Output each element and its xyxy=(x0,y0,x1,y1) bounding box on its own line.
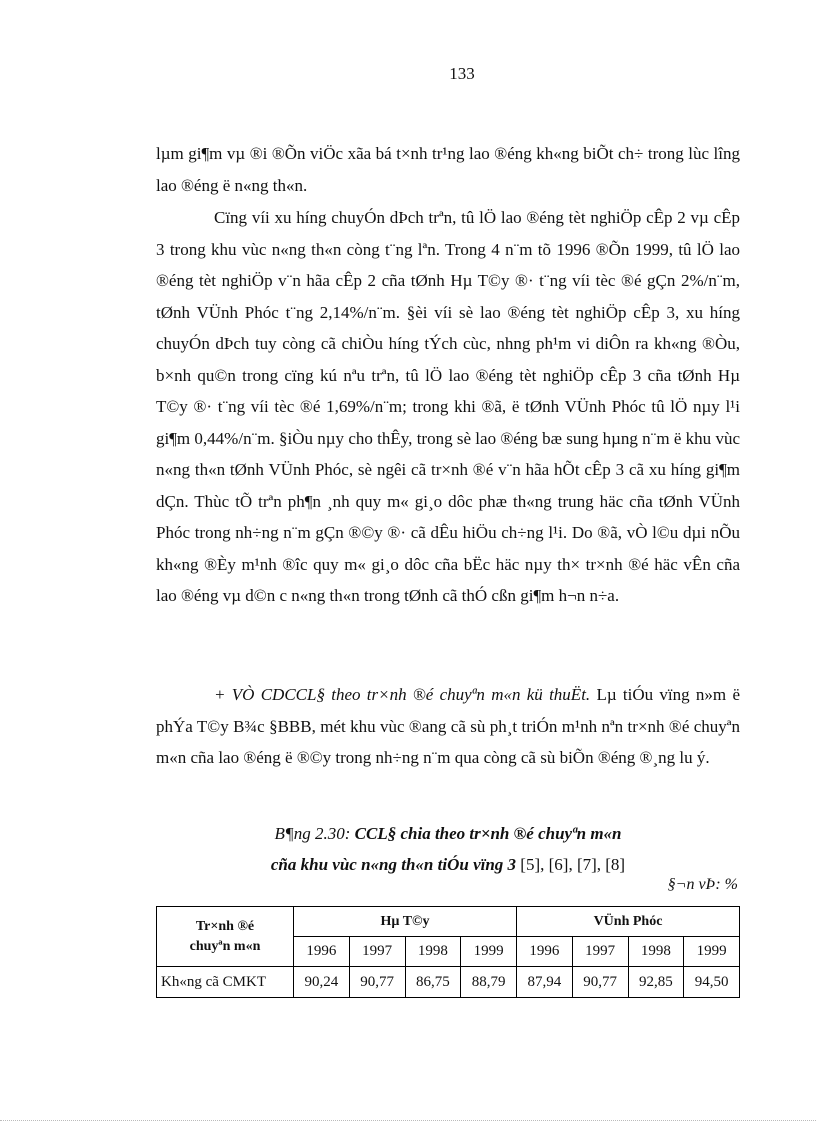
year-header: 1997 xyxy=(572,937,628,967)
page-number: 133 xyxy=(449,64,475,83)
paragraph-1-text: lµm gi¶m vµ ®i ®Õn viÖc xãa bá t×nh tr¹ng lao ®éng kh«ng biÕt ch÷ trong lùc lîng lao ®éng ë n«ng th«n. xyxy=(156,144,740,195)
table-caption-refs: [5], [6], [7], [8] xyxy=(516,855,626,874)
table-header-row xyxy=(157,907,740,937)
year-header: 1996 xyxy=(294,937,350,967)
table-caption-label: B¶ng 2.30: xyxy=(274,824,355,843)
corner-line-1: Tr×nh ®é xyxy=(195,918,255,934)
year-header: 1997 xyxy=(349,937,405,967)
paragraph-3-rest: Lµ tiÓu vïng n»m ë phÝa T©y B¾c §BBB, mét khu vùc ®ang cã sù ph¸t triÓn m¹nh nªn tr×nh ®é chuyªn m«n cña lao ®éng ë ®©y trong nh÷ng n¨m qua còng cã sù biÕn ®éng ®¸ng lu ý. xyxy=(156,685,740,767)
paragraph-3-lead: + VÒ CDCCL§ theo tr×nh ®é chuyªn m«n kü thuËt. xyxy=(214,685,591,704)
table-cell: 87,94 xyxy=(517,967,573,998)
paragraph-1 xyxy=(156,138,740,201)
table-cell: 92,85 xyxy=(628,967,684,998)
table-cell: 86,75 xyxy=(405,967,461,998)
table-corner-header xyxy=(157,907,294,967)
table-caption-line-2 xyxy=(156,849,740,880)
table-caption-title-2: cña khu vùc n«ng th«n tiÓu vïng 3 xyxy=(270,855,517,874)
year-header: 1996 xyxy=(517,937,573,967)
group-header-vinh-phuc: VÜnh Phóc xyxy=(517,907,740,937)
table-cell: 90,24 xyxy=(294,967,350,998)
page-bottom-divider xyxy=(0,1120,816,1122)
table-cell: 88,79 xyxy=(461,967,517,998)
paragraph-2-text: Cïng víi xu híng chuyÓn dÞch trªn, tû lÖ lao ®éng tèt nghiÖp cÊp 2 vµ cÊp 3 trong khu vùc n«ng th«n còng t¨ng lªn. Trong 4 n¨m tõ 1996 ®Õn 1999, tû lÖ lao ®éng tèt nghiÖp v¨n hãa cÊp 2 cña tØnh Hµ T©y ®· t¨ng víi tèc ®é gÇn 2%/n¨m, tØnh VÜnh Phóc t¨ng 2,14%/n¨m. §èi víi sè lao ®éng tèt nghiÖp cÊp 3, xu híng chuyÓn dÞch tuy còng cã chiÒu híng tÝch cùc, nhng ph¹m vi diÔn ra kh«ng ®Òu, b×nh qu©n trong cïng kú nªu trªn, tû lÖ lao ®éng tèt nghiÖp cÊp 3 cña tØnh Hµ T©y ®· t¨ng víi tèc ®é 1,69%/n¨m; trong khi ®ã, ë tØnh VÜnh Phóc tû lÖ nµy l¹i gi¶m 0,44%/n¨m. §iÒu nµy cho thÊy, trong sè lao ®éng bæ sung hµng n¨m ë khu vùc n«ng th«n tØnh VÜnh Phóc, sè ngêi cã tr×nh ®é v¨n hãa hÕt cÊp 3 cã xu híng gi¶m dÇn. Thùc tÕ trªn ph¶n ¸nh quy m« gi¸o dôc phæ th«ng trung häc cña tØnh VÜnh Phóc trong nh÷ng n¨m gÇn ®©y ®· cã dÊu hiÖu ch÷ng l¹i. Do ®ã, vÒ l©u dµi nÕu kh«ng ®Èy m¹nh ®îc quy m« gi¸o dôc cña bËc häc nµy th× tr×nh ®é häc vÊn cña lao ®éng vµ d©n c n«ng th«n trong tØnh cã thÓ cßn gi¶m h¬n n÷a. xyxy=(156,208,740,605)
year-header: 1998 xyxy=(405,937,461,967)
table-unit: §¬n vÞ: % xyxy=(667,876,738,893)
corner-line-2: chuyªn m«n xyxy=(189,938,261,954)
year-header: 1999 xyxy=(684,937,740,967)
table-caption-title-1: CCL§ chia theo tr×nh ®é chuyªn m«n xyxy=(354,824,622,843)
paragraph-2 xyxy=(156,202,740,612)
group-header-ha-tay: Hµ T©y xyxy=(294,907,517,937)
data-table xyxy=(156,906,740,998)
table-caption-line-1 xyxy=(156,818,740,849)
year-header: 1998 xyxy=(628,937,684,967)
row-label: Kh«ng cã CMKT xyxy=(157,967,294,998)
paragraph-3 xyxy=(156,679,740,774)
year-header: 1999 xyxy=(461,937,517,967)
table-cell: 90,77 xyxy=(572,967,628,998)
table-cell: 94,50 xyxy=(684,967,740,998)
table-row xyxy=(157,967,740,998)
table-cell: 90,77 xyxy=(349,967,405,998)
